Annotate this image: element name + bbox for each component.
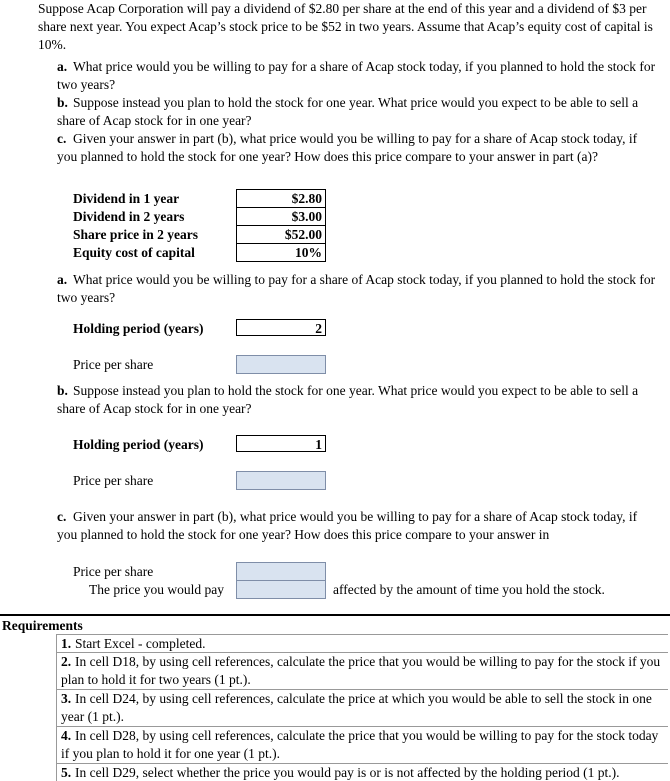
requirement-number: 2. [61, 654, 72, 669]
part-a-label: a. [57, 272, 68, 287]
part-a-question [57, 271, 657, 307]
requirement-number: 1. [61, 636, 72, 651]
part-c-affected-text: affected by the amount of time you hold the stock. [333, 582, 605, 597]
dividend-2-value: $3.00 [237, 208, 325, 226]
part-a-holding-input[interactable]: 2 [236, 319, 326, 336]
dividend-1-value: $2.80 [237, 190, 325, 208]
part-a-text: What price would you be willing to pay for a share of Acap stock today, if you planned to hold the stock for two years? [57, 272, 656, 305]
input-label-dividend-2: Dividend in 2 years [73, 209, 185, 224]
requirement-number: 5. [61, 765, 72, 780]
part-c-pay-label: The price you would pay [89, 582, 224, 597]
requirement-text: In cell D18, by using cell references, calculate the price that you would be willing to pay for the stock if you plan to hold it for two years (1 pt.). [61, 654, 661, 687]
requirement-3 [56, 689, 668, 726]
equity-cost-value: 10% [295, 245, 322, 260]
requirement-number: 4. [61, 728, 72, 743]
question-text: Suppose instead you plan to hold the stock for one year. What price would you expect to be able to sell a share of Acap stock for in one year? [57, 95, 639, 128]
requirement-number: 3. [61, 691, 72, 706]
requirement-2 [56, 652, 668, 689]
part-c-price-cell[interactable] [236, 562, 326, 581]
question-text: Given your answer in part (b), what price would you be willing to pay for a share of Acap stock today, if you planned to hold the stock for one year? How does this price compare to your answer in part (a)? [57, 131, 638, 164]
part-a-holding-label: Holding period (years) [73, 321, 204, 336]
question-b-top [57, 94, 657, 130]
part-c-price-label: Price per share [73, 564, 154, 579]
part-a-price-cell[interactable] [236, 355, 326, 374]
question-a-top [57, 58, 657, 94]
input-label-share-price: Share price in 2 years [73, 227, 198, 242]
intro-paragraph: Suppose Acap Corporation will pay a dividend of $2.80 per share at the end of this year and a dividend of $3 per share next year. You expect Acap’s stock price to be $52 in two years. Assume that Acap’s equity cost of capital is 10%. [38, 1, 653, 52]
requirement-text: Start Excel - completed. [75, 636, 206, 651]
question-label: b. [57, 95, 68, 110]
part-b-holding-label: Holding period (years) [73, 437, 204, 452]
input-label-equity-cost: Equity cost of capital [73, 245, 195, 260]
part-b-holding-input[interactable]: 1 [236, 435, 326, 452]
section-divider [0, 614, 670, 616]
share-price-value: $52.00 [237, 226, 325, 244]
requirement-1 [56, 634, 668, 653]
requirement-text: In cell D29, select whether the price you would pay is or is not affected by the holding period (1 pt.). [75, 765, 620, 780]
requirement-text: In cell D24, by using cell references, calculate the price at which you would be able to sell the stock in one year (1 pt.). [61, 691, 652, 724]
question-label: a. [57, 59, 68, 74]
question-label: c. [57, 131, 67, 146]
input-values-table [236, 189, 326, 262]
input-label-dividend-1: Dividend in 1 year [73, 191, 180, 206]
requirement-4 [56, 726, 668, 763]
part-a-price-label: Price per share [73, 357, 154, 372]
part-c-text: Given your answer in part (b), what price would you be willing to pay for a share of Acap stock today, if you planned to hold the stock for one year? How does this price compare to your answer in [57, 509, 638, 542]
requirement-text: In cell D28, by using cell references, calculate the price that you would be willing to pay for the stock today if you plan to hold it for one year (1 pt.). [61, 728, 659, 761]
requirement-5 [56, 763, 668, 781]
question-c-top [57, 130, 657, 166]
part-b-question [57, 382, 657, 418]
part-b-price-cell[interactable] [236, 471, 326, 490]
part-b-label: b. [57, 383, 68, 398]
part-b-price-label: Price per share [73, 473, 154, 488]
part-b-text: Suppose instead you plan to hold the stock for one year. What price would you expect to be able to sell a share of Acap stock for in one year? [57, 383, 639, 416]
requirements-title: Requirements [2, 618, 83, 633]
part-c-label: c. [57, 509, 67, 524]
part-c-select-dropdown[interactable] [236, 580, 326, 599]
part-c-question [57, 508, 657, 544]
question-text: What price would you be willing to pay for a share of Acap stock today, if you planned to hold the stock for two years? [57, 59, 656, 92]
